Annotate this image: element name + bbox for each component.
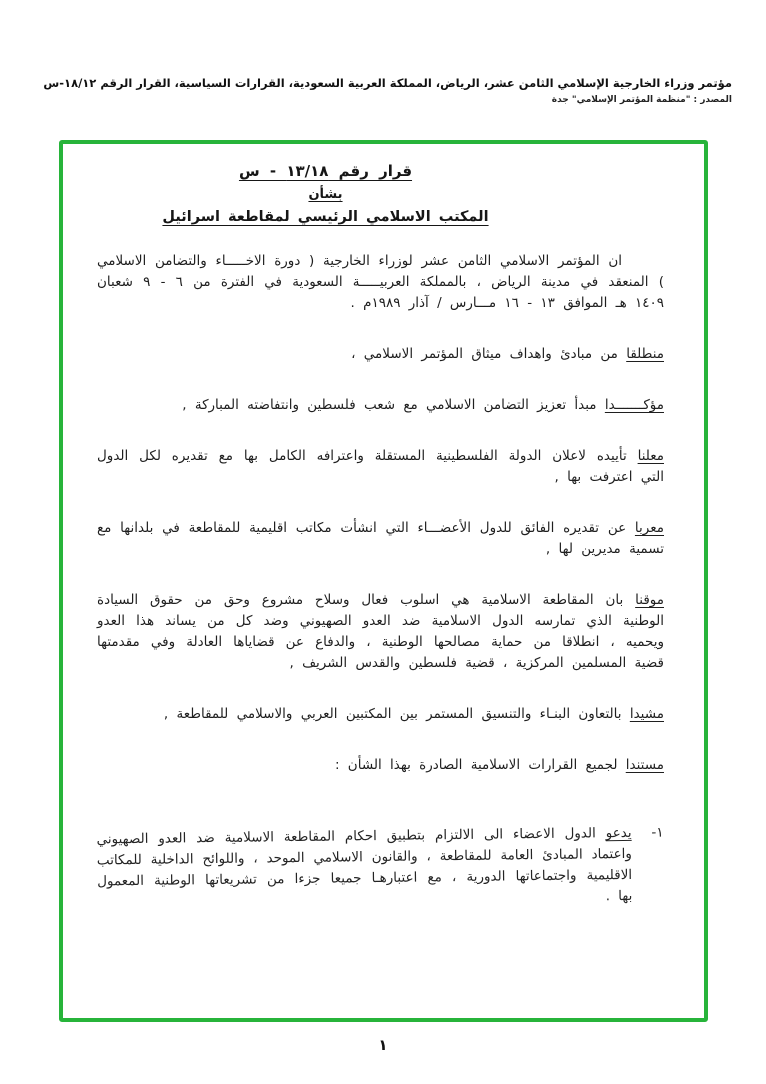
clause-paragraph (97, 344, 664, 365)
clause-paragraph (97, 446, 664, 488)
resolution-item (97, 823, 665, 914)
clause-paragraph (97, 518, 664, 560)
clause-lead: مشيدا (629, 706, 664, 722)
resolution-regarding-label: بشأن (308, 187, 343, 202)
document-source-line: المصدر : "منظمة المؤتمر الإسلامي" جدة (551, 95, 732, 105)
document-header-line: مؤتمر وزراء الخارجية الإسلامي الثامن عشر، الرياض، المملكة العربية السعودية، القرارات السياسية، القرار الرقم ١٨/١٢-س (43, 76, 732, 90)
resolution-title-block (59, 162, 609, 225)
clause-paragraph (97, 755, 664, 776)
clause-paragraph (97, 590, 664, 674)
clause-paragraph (97, 395, 664, 416)
document-frame (59, 140, 708, 1022)
clause-paragraph (97, 704, 664, 725)
clause-text: عن تقديره الفائق للدول الأعضـــاء التي انشأت مكاتب اقليمية للمقاطعة في بلدانها مع تسمية مديرين لها , (97, 520, 664, 557)
preamble-paragraph: ان المؤتمر الاسلامي الثامن عشر لوزراء الخارجية ( دورة الاخـــــاء والتضامن الاسلامي ) المنعقد في مدينة الرياض ، بالمملكة العربيـــــة السعودية في الفترة من ٦ - ٩ شعبان ١٤٠٩ هـ الموافق ١٣ - ١٦ مـــارس / آذار ١٩٨٩م . (97, 253, 664, 311)
item-lead: يدعو (605, 824, 632, 842)
clause-text: لجميع القرارات الاسلامية الصادرة بهذا الشأن : (334, 757, 618, 773)
resolution-number-title: قرار رقم ١٣/١٨ - س (238, 162, 413, 180)
clause-lead: موقنا (635, 592, 664, 608)
resolution-subject-title: المكتب الاسلامي الرئيسي لمقاطعة اسرائيل (162, 209, 489, 225)
clause-text: بان المقاطعة الاسلامية هي اسلوب فعال وسلاح مشروع وحق من حقوق السيادة الوطنية الذي تمارسه الدول الاسلامية ضد العدو الصهيوني وضد كل من يساند هذا العدو ويحميه ، انطلاقا من حماية مصالحها الوطنية ، والدفاع عن قضاياها العادلة وفي مقدمتها قضية المسلمين المركزية ، قضية فلسطين والقدس الشريف , (97, 592, 664, 671)
clause-lead: معربا (634, 520, 664, 536)
item-text: الدول الاعضاء الى الالتزام بتطبيق احكام المقاطعة الاسلامية ضد العدو الصهيوني واعتماد المبادئ العامة للمقاطعة ، والقانون الاسلامي الموحد ، واللوائح الداخلية للمكاتب الاقليمية واجتماعاتها الدورية ، مع اعتبارهـا جميعا جزءا من تشريعاتها الوطنية المعمول بها . (96, 825, 633, 905)
page-number: ١ (378, 1036, 388, 1054)
clause-text: بالتعاون البنـاء والتنسيق المستمر بين المكتبين العربي والاسلامي للمقاطعة , (163, 706, 622, 722)
clause-lead: منطلقا (626, 346, 664, 362)
clause-lead: مؤكـــــــدا (604, 397, 664, 413)
clause-text: مبدأ تعزيز التضامن الاسلامي مع شعب فلسطين وانتفاضته المباركة , (182, 397, 597, 413)
clause-lead: معلنا (637, 448, 664, 464)
clause-lead: مستندا (625, 757, 664, 773)
clause-text: من مبادئ واهداف ميثاق المؤتمر الاسلامي ، (351, 346, 618, 362)
clause-text: تأييده لاعلان الدولة الفلسطينية المستقلة واعترافه الكامل بها مع تقديره لكل الدول التي اعترفت بها , (97, 448, 664, 485)
item-paragraph (97, 823, 633, 914)
item-number: ١- (651, 824, 664, 841)
page-header (34, 76, 732, 105)
